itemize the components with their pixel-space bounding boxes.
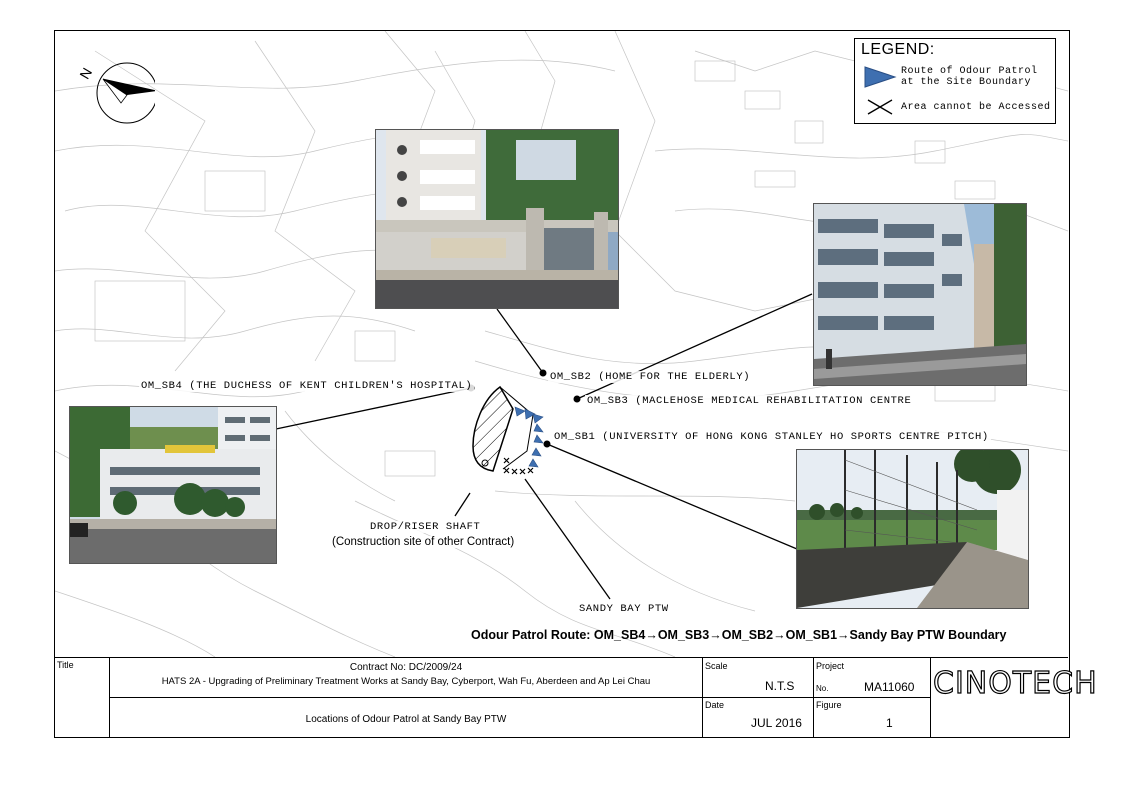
scale-date-cell [703, 658, 814, 738]
company-logo: CINOTECH [933, 666, 1098, 701]
label-om-sb1: OM_SB1 (UNIVERSITY OF HONG KONG STANLEY HO SPORTS CENTRE PITCH) [554, 431, 989, 443]
project-number: MA11060 [864, 680, 915, 694]
title-main-cell [110, 658, 703, 738]
project-no-label: No. [816, 684, 829, 693]
title-label: Title [57, 660, 74, 670]
label-om-sb3: OM_SB3 (MACLEHOSE MEDICAL REHABILITATION CENTRE [587, 395, 912, 407]
figure-label: Figure [816, 700, 842, 710]
project-name: HATS 2A - Upgrading of Preliminary Treatment Works at Sandy Bay, Cyberport, Wah Fu, Aberdeen and Ap Lei Chau [161, 676, 651, 687]
legend-inaccessible-label: Area cannot be Accessed [901, 102, 1051, 113]
date-value: JUL 2016 [751, 716, 802, 730]
map-area [55, 31, 1068, 657]
contract-no: Contract No: DC/2009/24 [349, 662, 463, 673]
label-construction-site-note: (Construction site of other Contract) [332, 536, 515, 548]
drop-shaft-site [473, 387, 513, 471]
legend-cross-icon [865, 97, 895, 117]
label-om-sb4: OM_SB4 (THE DUCHESS OF KENT CHILDREN'S HOSPITAL) [141, 380, 473, 392]
label-drop-riser-shaft: DROP/RISER SHAFT [370, 521, 481, 533]
photo-duchess-of-kent-hospital [69, 406, 277, 564]
scale-label: Scale [705, 661, 728, 671]
legend-title: LEGEND: [861, 41, 935, 58]
label-om-sb2: OM_SB2 (HOME FOR THE ELDERLY) [550, 371, 751, 383]
legend [854, 38, 1056, 124]
north-arrow-icon [75, 57, 155, 137]
project-label: Project [816, 661, 845, 671]
figure-number: 1 [886, 716, 893, 730]
photo-home-for-elderly [375, 129, 619, 309]
scale-value: N.T.S [765, 679, 795, 693]
photo-stanley-ho-sports-pitch [796, 449, 1029, 609]
date-label: Date [705, 700, 725, 710]
legend-route-label: Route of Odour Patrol at the Site Boundary [901, 66, 1038, 88]
title-label-cell [55, 658, 110, 738]
inaccessible-area-crosses [504, 458, 533, 474]
drawing-title: Locations of Odour Patrol at Sandy Bay PTW [305, 714, 507, 725]
drawing-sheet [54, 30, 1098, 738]
title-block [55, 657, 1098, 738]
label-sandy-bay-ptw: SANDY BAY PTW [579, 603, 669, 615]
compass-n-label: N [76, 64, 96, 82]
legend-route-triangle-icon [861, 65, 897, 89]
photo-maclehose-rehab-centre [813, 203, 1027, 386]
project-figure-cell [814, 658, 931, 738]
route-caption: Odour Patrol Route: OM_SB4→OM_SB3→OM_SB2→OM_SB1→Sandy Bay PTW Boundary [471, 628, 1007, 642]
